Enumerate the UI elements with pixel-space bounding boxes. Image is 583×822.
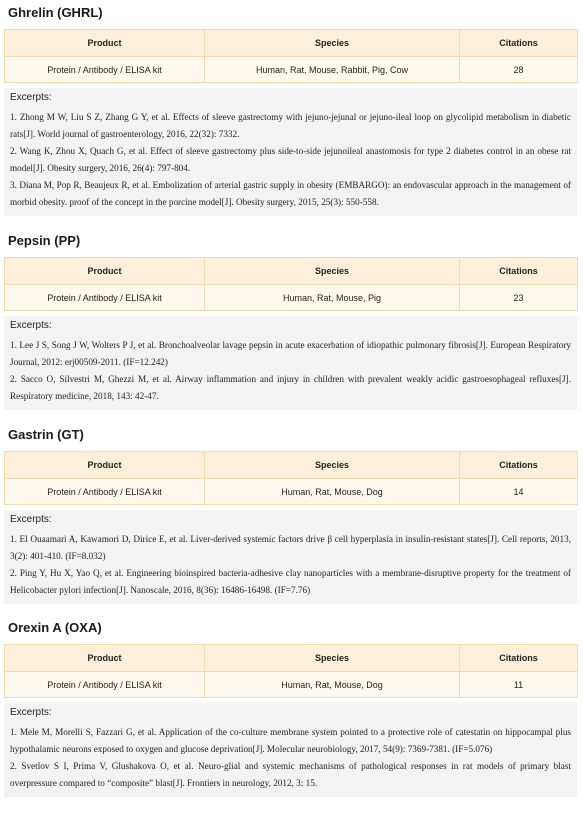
section-ghrelin bbox=[4, 3, 577, 216]
product-table bbox=[4, 644, 578, 698]
header-product: Product bbox=[5, 258, 205, 285]
header-citations: Citations bbox=[460, 452, 578, 479]
excerpts-box bbox=[4, 88, 577, 216]
cell-species: Human, Rat, Mouse, Dog bbox=[205, 672, 460, 698]
header-species: Species bbox=[205, 258, 460, 285]
product-table bbox=[4, 29, 578, 83]
cell-species: Human, Rat, Mouse, Dog bbox=[205, 479, 460, 505]
section-title: Ghrelin (GHRL) bbox=[8, 5, 103, 20]
section-orexin-a bbox=[4, 618, 577, 797]
header-product: Product bbox=[5, 645, 205, 672]
cell-citations: 14 bbox=[460, 479, 578, 505]
table-row bbox=[5, 285, 578, 311]
header-citations: Citations bbox=[460, 30, 578, 57]
excerpts-box bbox=[4, 510, 577, 604]
reference-item: 1. Lee J S, Song J W, Wolters P J, et al. Bronchoalveolar lavage pepsin in acute exacerbation of idiopathic pulmonary fibrosis[J]. European Respiratory Journal, 2012: erj00509-2011. (IF=12.242) bbox=[10, 340, 571, 367]
excerpts-label: Excerpts: bbox=[10, 514, 52, 525]
cell-species: Human, Rat, Mouse, Rabbit, Pig, Cow bbox=[205, 57, 460, 83]
product-table bbox=[4, 451, 578, 505]
section-pepsin bbox=[4, 231, 577, 410]
cell-citations: 23 bbox=[460, 285, 578, 311]
cell-product: Protein / Antibody / ELISA kit bbox=[5, 672, 205, 698]
header-product: Product bbox=[5, 452, 205, 479]
section-title: Orexin A (OXA) bbox=[8, 620, 102, 635]
header-species: Species bbox=[205, 645, 460, 672]
reference-item: 1. Zhong M W, Liu S Z, Zhang G Y, et al. Effects of sleeve gastrectomy with jejuno-jejunal or jejuno-ileal loop on glycolipid metabolism in diabetic rats[J]. World journal of gastroenterology, 2016, 22(32): 7332. bbox=[10, 112, 571, 139]
table-header-row bbox=[5, 30, 578, 57]
reference-item: 2. Ping Y, Hu X, Yao Q, et al. Engineering bioinspired bacteria-adhesive clay nanoparticles with a membrane-disruptive property for the treatment of Helicobacter pylori infection[J]. Nanoscale, 2016, 8(36): 16486-16498. (IF=7.76) bbox=[10, 568, 571, 595]
excerpts-box bbox=[4, 703, 577, 797]
excerpts-label: Excerpts: bbox=[10, 92, 52, 103]
header-product: Product bbox=[5, 30, 205, 57]
excerpts-label: Excerpts: bbox=[10, 320, 52, 331]
table-header-row bbox=[5, 452, 578, 479]
cell-citations: 11 bbox=[460, 672, 578, 698]
section-title: Pepsin (PP) bbox=[8, 233, 81, 248]
header-species: Species bbox=[205, 30, 460, 57]
cell-product: Protein / Antibody / ELISA kit bbox=[5, 57, 205, 83]
cell-product: Protein / Antibody / ELISA kit bbox=[5, 479, 205, 505]
product-table bbox=[4, 257, 578, 311]
reference-item: 2. Svetlov S I, Prima V, Glushakova O, et al. Neuro-glial and systemic mechanisms of pathological responses in rat models of primary blast overpressure compared to “composite” blast[J]. Frontiers in neurology, 2012, 3: 15. bbox=[10, 761, 571, 788]
reference-item: 2. Sacco O, Silvestri M, Ghezzi M, et al. Airway inflammation and injury in children with prevalent weakly acidic gastroesophageal refluxes[J]. Respiratory medicine, 2018, 143: 42-47. bbox=[10, 374, 571, 401]
excerpts-label: Excerpts: bbox=[10, 707, 52, 718]
cell-species: Human, Rat, Mouse, Pig bbox=[205, 285, 460, 311]
table-header-row bbox=[5, 645, 578, 672]
header-species: Species bbox=[205, 452, 460, 479]
reference-item: 1. El Ouaamari A, Kawamori D, Dirice E, et al. Liver-derived systemic factors drive β cell hyperplasia in insulin-resistant states[J]. Cell reports, 2013, 3(2): 401-410. (IF=8.032) bbox=[10, 534, 571, 561]
table-row bbox=[5, 672, 578, 698]
table-header-row bbox=[5, 258, 578, 285]
section-title: Gastrin (GT) bbox=[8, 427, 84, 442]
header-citations: Citations bbox=[460, 258, 578, 285]
excerpts-box bbox=[4, 316, 577, 410]
reference-item: 2. Wang K, Zhou X, Quach G, et al. Effect of sleeve gastrectomy plus side-to-side jejunoileal anastomosis for type 2 diabetes control in an obese rat model[J]. Obesity surgery, 2016, 26(4): 797-804. bbox=[10, 146, 571, 173]
reference-item: 3. Diana M, Pop R, Beaujeux R, et al. Embolization of arterial gastric supply in obesity (EMBARGO): an endovascular approach in the management of morbid obesity. proof of the concept in the porcine model[J]. Obesity surgery, 2015, 25(3): 550-558. bbox=[10, 180, 571, 207]
cell-citations: 28 bbox=[460, 57, 578, 83]
section-gastrin bbox=[4, 425, 577, 604]
reference-item: 1. Mele M, Morelli S, Fazzari G, et al. Application of the co-culture membrane system pointed to a protective role of catestatin on hippocampal plus hypothalamic neurons exposed to oxygen and glucose deprivation[J]. Molecular neurobiology, 2017, 54(9): 7369-7381. (IF=5.076) bbox=[10, 727, 571, 754]
table-row bbox=[5, 479, 578, 505]
header-citations: Citations bbox=[460, 645, 578, 672]
table-row bbox=[5, 57, 578, 83]
cell-product: Protein / Antibody / ELISA kit bbox=[5, 285, 205, 311]
